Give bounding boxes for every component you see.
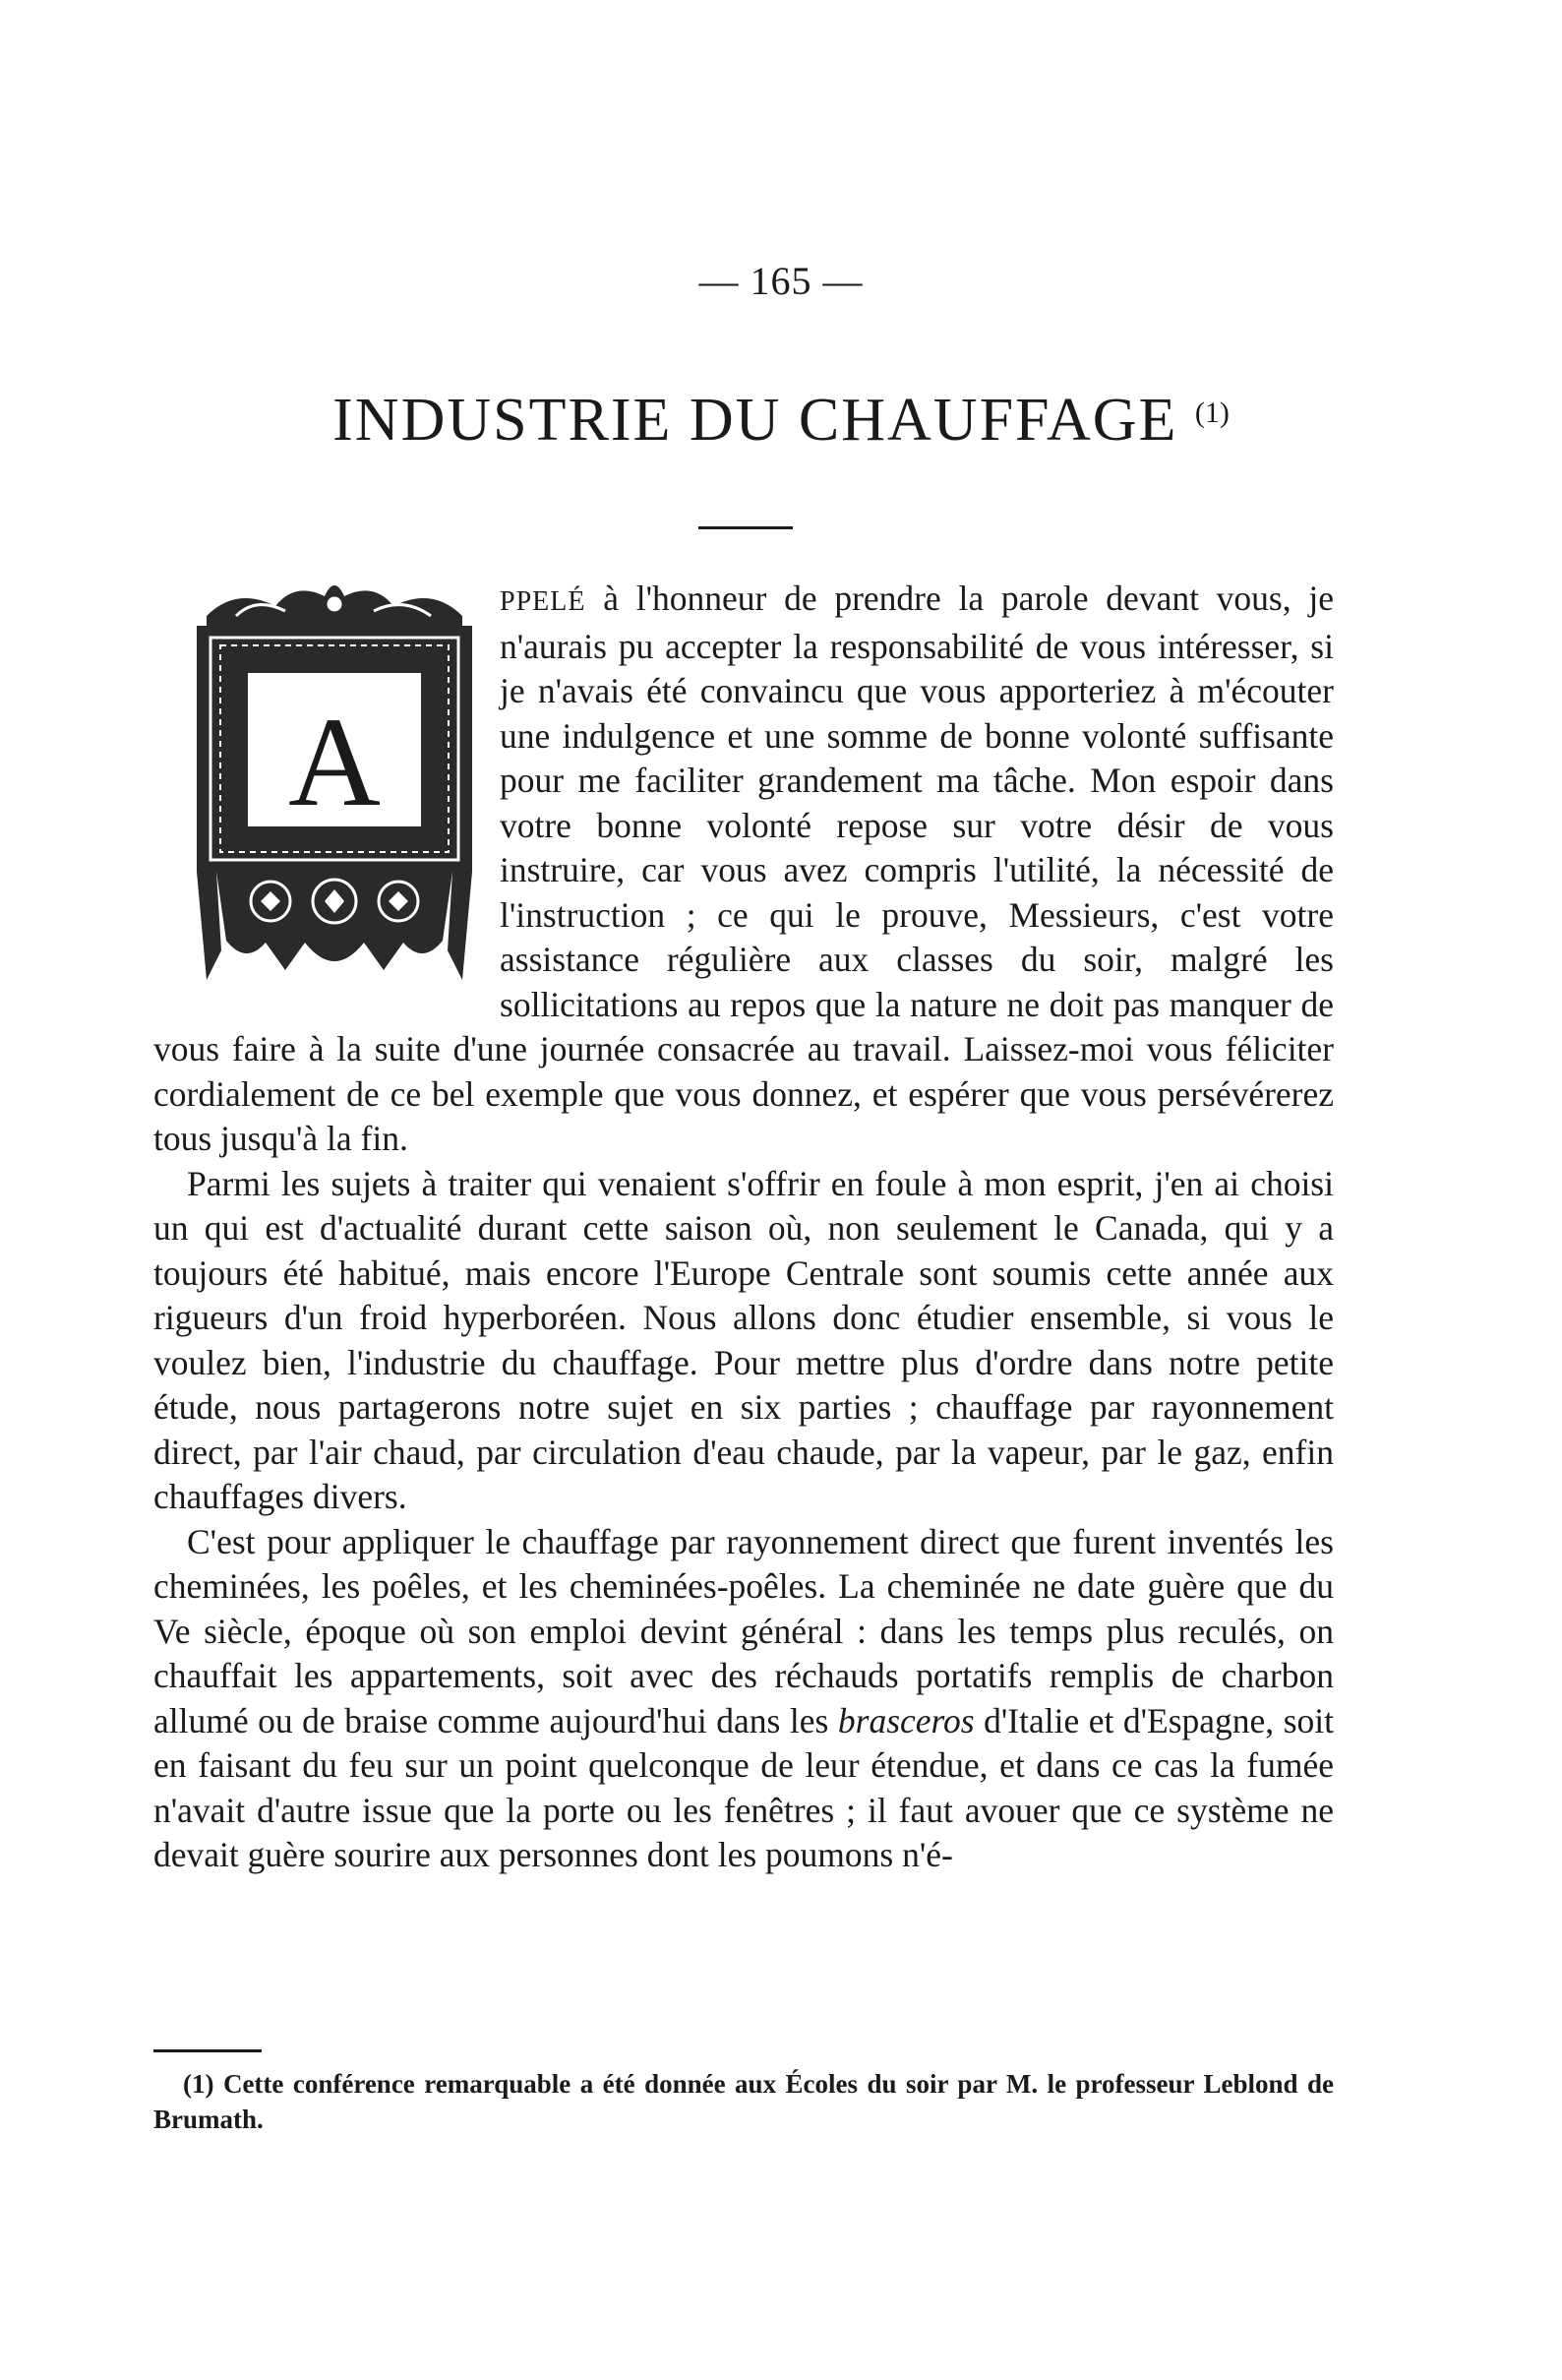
footnote: (1) Cette conférence remarquable a été donnée aux Écoles du soir par M. le professeur Leblond de Brumath. — [153, 2069, 1334, 2134]
page-number: — 165 — — [698, 259, 864, 303]
dropcap-letter: A — [288, 692, 381, 833]
paragraph-lead: PPELÉ — [500, 586, 586, 617]
body-text — [153, 577, 1334, 1878]
paragraph-3 — [153, 1520, 1334, 1878]
ornamental-frame-icon — [177, 577, 490, 986]
paragraph-3-text-after: d'Italie et d'Espagne, soit en faisant du feu sur un point quelconque de leur étendue, et dans ce cas la fumée n'avait d'autre issue que la porte ou les fenêtres ; il faut avouer que ce système ne devait guère sourire aux personnes dont les poumons n'é- — [153, 1700, 1335, 1874]
footnote-divider — [153, 2049, 262, 2052]
paragraph-2: Parmi les sujets à traiter qui venaient s'offrir en foule à mon esprit, j'en ai choisi un qui est d'actualité durant cette saison où, non seulement le Canada, qui y a toujours été habitué, mais encore l'Europe Centrale sont soumis cette année aux rigueurs d'un froid hyperboréen. Nous allons donc étudier ensemble, si vous le voulez bien, l'industrie du chauffage. Pour mettre plus d'ordre dans notre petite étude, nous partagerons notre sujet en six parties ; chauffage par rayonnement direct, par l'air chaud, par circulation d'eau chaude, par la vapeur, par le gaz, enfin chauffages divers. — [153, 1163, 1334, 1516]
page-title-text: INDUSTRIE DU CHAUFFAGE — [332, 387, 1178, 454]
title-divider — [698, 526, 793, 529]
ornamental-dropcap — [177, 577, 490, 986]
footnote-reference: (1) — [1194, 397, 1230, 429]
page-title — [0, 386, 1562, 456]
paragraph-1-text: à l'honneur de prendre la parole devant vous, je n'aurais pu accepter la responsabilité de vous intéresser, si je n'avais été convaincu que vous apporteriez à m'écouter une indulgence et une somme de bonne volonté suffisante pour me faciliter grandement ma tâche. Mon espoir dans votre bonne volonté repose sur votre désir de vous instruire, car vous avez compris l'utilité, la nécessité de l'instruction ; ce qui le prouve, Messieurs, c'est votre assistance régulière aux classes du soir, malgré les sollicitations au repos que la nature ne doit pas manquer de vous faire à la suite d'une journée consacrée au travail. Laissez-moi vous féliciter cordialement de ce bel exemple que vous donnez, et espérer que vous persévérerez tous jusqu'à la fin. — [153, 579, 1334, 1158]
paragraph-3-text-before: C'est pour appliquer le chauffage par rayonnement direct que furent inventés les cheminées, les poêles, et les cheminées-poêles. La cheminée ne date guère que du Ve siècle, époque où son emploi devint général : dans les temps plus reculés, on chauffait les appartements, soit avec des réchauds portatifs remplis de charbon allumé ou de braise comme aujourd'hui dans les — [153, 1521, 1334, 1740]
italic-term: brasceros — [837, 1700, 975, 1740]
